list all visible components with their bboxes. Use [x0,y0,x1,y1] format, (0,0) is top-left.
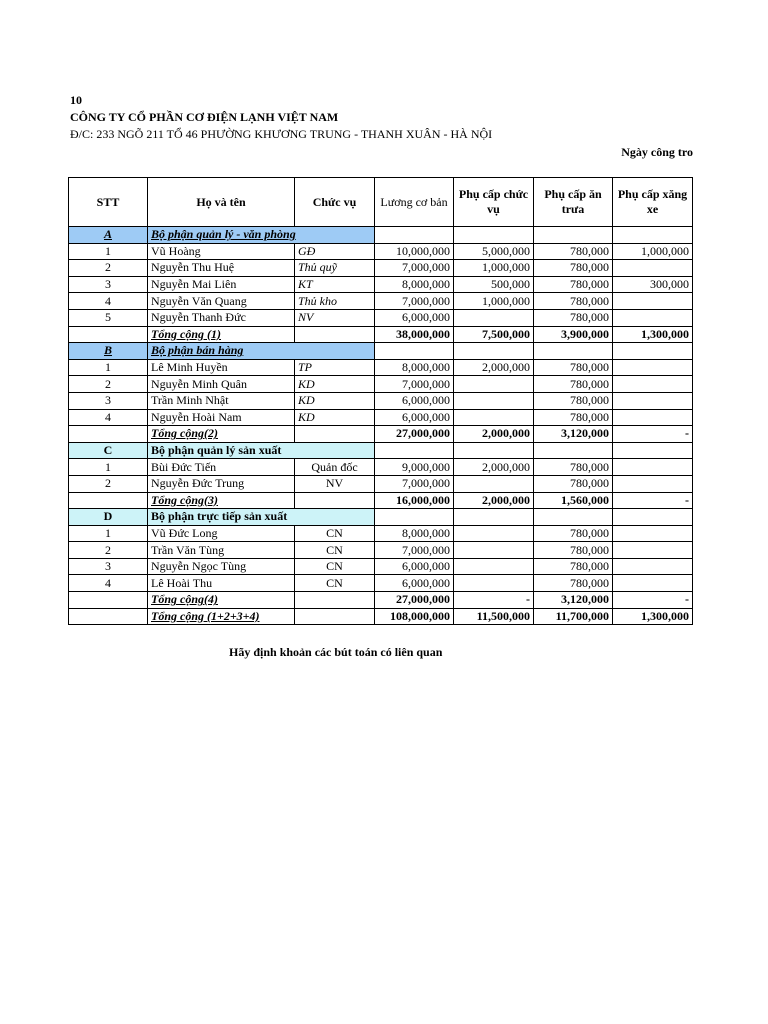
grand-total-fuel-allowance: 1,300,000 [613,608,693,625]
employee-position: Thủ kho [295,293,375,310]
section-header-row [69,442,693,459]
subtotal-label: Tổng cộng(4) [148,592,295,609]
header-lunch-allowance: Phụ cấp ăn trưa [534,178,613,227]
employee-position: KD [295,392,375,409]
grand-total-position-allowance: 11,500,000 [454,608,534,625]
row-stt: 2 [69,260,148,277]
row-stt: 4 [69,575,148,592]
table-row [69,359,693,376]
section-title: Bộ phận trực tiếp sản xuất [148,509,295,526]
subtotal-row [69,326,693,343]
empty-cell [375,227,454,244]
position-allowance: 1,000,000 [454,260,534,277]
row-stt: 1 [69,459,148,476]
empty-cell [613,442,693,459]
lunch-allowance: 780,000 [534,376,613,393]
lunch-allowance: 780,000 [534,293,613,310]
table-row [69,459,693,476]
base-salary: 7,000,000 [375,475,454,492]
position-allowance: 5,000,000 [454,243,534,260]
lunch-allowance: 780,000 [534,359,613,376]
fuel-allowance [613,392,693,409]
employee-name: Nguyễn Thanh Đức [148,309,295,326]
section-filler [295,442,375,459]
fuel-allowance [613,376,693,393]
section-header-row [69,509,693,526]
footer-instruction: Hãy định khoản các bút toán có liên quan [229,645,443,659]
section-code: A [69,227,148,244]
lunch-allowance: 780,000 [534,475,613,492]
subtotal-position-allowance: 2,000,000 [454,492,534,509]
employee-position: KD [295,409,375,426]
subtotal-lunch-allowance: 3,900,000 [534,326,613,343]
section-code: B [69,343,148,360]
subtotal-row [69,426,693,443]
lunch-allowance: 780,000 [534,409,613,426]
base-salary: 7,000,000 [375,542,454,559]
employee-position: NV [295,475,375,492]
header-position-allowance: Phụ cấp chức vụ [454,178,534,227]
salary-table [68,177,693,625]
fuel-allowance [613,260,693,277]
table-row [69,309,693,326]
section-code: D [69,509,148,526]
table-row [69,575,693,592]
section-header-row [69,343,693,360]
employee-name: Lê Minh Huyền [148,359,295,376]
grand-total-lunch-allowance: 11,700,000 [534,608,613,625]
empty-cell [454,442,534,459]
lunch-allowance: 780,000 [534,459,613,476]
table-row [69,392,693,409]
fuel-allowance [613,558,693,575]
employee-name: Nguyễn Minh Quân [148,376,295,393]
subtotal-position-allowance: - [454,592,534,609]
lunch-allowance: 780,000 [534,309,613,326]
empty-cell [534,343,613,360]
fuel-allowance [613,309,693,326]
base-salary: 6,000,000 [375,575,454,592]
section-header-row [69,227,693,244]
lunch-allowance: 780,000 [534,558,613,575]
empty-cell [295,326,375,343]
table-row [69,475,693,492]
empty-cell [613,509,693,526]
lunch-allowance: 780,000 [534,392,613,409]
employee-name: Vũ Đức Long [148,525,295,542]
row-stt: 2 [69,376,148,393]
table-row [69,293,693,310]
fuel-allowance [613,293,693,310]
subtotal-row [69,492,693,509]
position-allowance [454,392,534,409]
employee-position: Quản đốc [295,459,375,476]
document-number: 10 [70,93,82,107]
section-code: C [69,442,148,459]
employee-name: Nguyễn Ngọc Tùng [148,558,295,575]
position-allowance [454,475,534,492]
subtotal-fuel-allowance: - [613,592,693,609]
base-salary: 7,000,000 [375,260,454,277]
employee-position: TP [295,359,375,376]
subtotal-label: Tổng cộng(3) [148,492,295,509]
subtotal-label: Tổng cộng(2) [148,426,295,443]
lunch-allowance: 780,000 [534,260,613,277]
employee-name: Trần Minh Nhật [148,392,295,409]
subtotal-base-salary: 27,000,000 [375,592,454,609]
employee-position: KT [295,276,375,293]
position-allowance [454,376,534,393]
base-salary: 9,000,000 [375,459,454,476]
fuel-allowance: 1,000,000 [613,243,693,260]
base-salary: 10,000,000 [375,243,454,260]
table-row [69,276,693,293]
position-allowance [454,575,534,592]
empty-cell [69,326,148,343]
empty-cell [69,608,148,625]
grand-total-label: Tổng cộng (1+2+3+4) [148,608,295,625]
employee-name: Nguyễn Đức Trung [148,475,295,492]
position-allowance [454,409,534,426]
empty-cell [375,442,454,459]
row-stt: 1 [69,359,148,376]
header-stt: STT [69,178,148,227]
position-allowance [454,309,534,326]
employee-name: Bùi Đức Tiến [148,459,295,476]
base-salary: 6,000,000 [375,409,454,426]
row-stt: 4 [69,293,148,310]
section-filler [295,343,375,360]
section-filler [295,227,375,244]
base-salary: 8,000,000 [375,359,454,376]
empty-cell [375,509,454,526]
fuel-allowance [613,575,693,592]
employee-name: Nguyễn Thu Huệ [148,260,295,277]
table-row [69,260,693,277]
row-stt: 1 [69,243,148,260]
employee-position: Thủ quỹ [295,260,375,277]
employee-name: Nguyễn Hoài Nam [148,409,295,426]
empty-cell [613,343,693,360]
table-row [69,542,693,559]
table-header-row [69,178,693,227]
base-salary: 7,000,000 [375,293,454,310]
base-salary: 6,000,000 [375,558,454,575]
grand-total-base-salary: 108,000,000 [375,608,454,625]
employee-name: Trần Văn Tùng [148,542,295,559]
fuel-allowance [613,359,693,376]
header-position: Chức vụ [295,178,375,227]
employee-position: NV [295,309,375,326]
row-stt: 5 [69,309,148,326]
table-row [69,376,693,393]
employee-position: CN [295,525,375,542]
fuel-allowance [613,409,693,426]
empty-cell [69,592,148,609]
base-salary: 6,000,000 [375,309,454,326]
subtotal-fuel-allowance: - [613,426,693,443]
empty-cell [534,442,613,459]
fuel-allowance [613,459,693,476]
position-allowance: 1,000,000 [454,293,534,310]
empty-cell [295,592,375,609]
section-title: Bộ phận bán hàng [148,343,295,360]
lunch-allowance: 780,000 [534,525,613,542]
row-stt: 3 [69,558,148,575]
empty-cell [534,509,613,526]
subtotal-base-salary: 27,000,000 [375,426,454,443]
position-allowance [454,558,534,575]
employee-name: Vũ Hoàng [148,243,295,260]
empty-cell [534,227,613,244]
employee-name: Lê Hoài Thu [148,575,295,592]
company-address: Đ/C: 233 NGÕ 211 TỔ 46 PHƯỜNG KHƯƠNG TRUNG - THANH XUÂN - HÀ NỘI [70,127,493,141]
workdays-note: Ngày công tro [621,145,693,159]
subtotal-lunch-allowance: 3,120,000 [534,592,613,609]
empty-cell [69,492,148,509]
empty-cell [454,509,534,526]
base-salary: 6,000,000 [375,392,454,409]
row-stt: 2 [69,475,148,492]
table-row [69,409,693,426]
fuel-allowance: 300,000 [613,276,693,293]
row-stt: 3 [69,276,148,293]
lunch-allowance: 780,000 [534,276,613,293]
employee-name: Nguyễn Mai Liên [148,276,295,293]
section-title: Bộ phận quản lý sản xuất [148,442,295,459]
grand-total-row [69,608,693,625]
empty-cell [613,227,693,244]
empty-cell [295,608,375,625]
subtotal-position-allowance: 7,500,000 [454,326,534,343]
empty-cell [454,343,534,360]
subtotal-row [69,592,693,609]
section-filler [295,509,375,526]
section-title: Bộ phận quản lý - văn phòng [148,227,295,244]
position-allowance: 500,000 [454,276,534,293]
fuel-allowance [613,475,693,492]
row-stt: 1 [69,525,148,542]
lunch-allowance: 780,000 [534,575,613,592]
position-allowance [454,525,534,542]
header-name: Họ và tên [148,178,295,227]
employee-position: KD [295,376,375,393]
table-row [69,558,693,575]
row-stt: 3 [69,392,148,409]
table-row [69,243,693,260]
base-salary: 8,000,000 [375,276,454,293]
employee-position: GĐ [295,243,375,260]
empty-cell [454,227,534,244]
employee-position: CN [295,542,375,559]
header-base-salary: Lương cơ bản [375,178,454,227]
base-salary: 8,000,000 [375,525,454,542]
base-salary: 7,000,000 [375,376,454,393]
position-allowance: 2,000,000 [454,359,534,376]
subtotal-fuel-allowance: - [613,492,693,509]
employee-position: CN [295,575,375,592]
subtotal-base-salary: 38,000,000 [375,326,454,343]
fuel-allowance [613,525,693,542]
row-stt: 4 [69,409,148,426]
fuel-allowance [613,542,693,559]
position-allowance: 2,000,000 [454,459,534,476]
empty-cell [295,492,375,509]
lunch-allowance: 780,000 [534,542,613,559]
empty-cell [69,426,148,443]
subtotal-fuel-allowance: 1,300,000 [613,326,693,343]
row-stt: 2 [69,542,148,559]
employee-position: CN [295,558,375,575]
position-allowance [454,542,534,559]
empty-cell [375,343,454,360]
empty-cell [295,426,375,443]
table-row [69,525,693,542]
subtotal-base-salary: 16,000,000 [375,492,454,509]
employee-name: Nguyễn Văn Quang [148,293,295,310]
subtotal-lunch-allowance: 1,560,000 [534,492,613,509]
header-fuel-allowance: Phụ cấp xăng xe [613,178,693,227]
subtotal-lunch-allowance: 3,120,000 [534,426,613,443]
subtotal-label: Tổng cộng (1) [148,326,295,343]
lunch-allowance: 780,000 [534,243,613,260]
subtotal-position-allowance: 2,000,000 [454,426,534,443]
company-name: CÔNG TY CỔ PHẦN CƠ ĐIỆN LẠNH VIỆT NAM [70,110,339,124]
